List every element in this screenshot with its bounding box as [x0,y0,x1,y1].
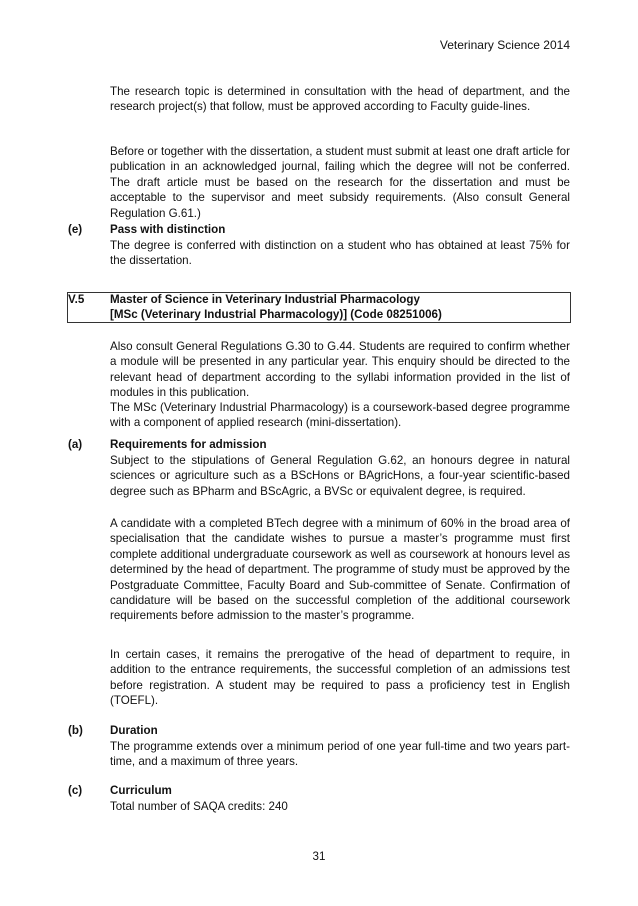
section-a-label: (a) [68,438,83,451]
section-c-label: (c) [68,784,83,797]
section-e-heading: Pass with distinction [110,223,226,236]
section-a-text-2: A candidate with a completed BTech degree with a minimum of 60% in the broad area of specialisation that the candidate wishes to pursue a master’s programme must first complete additional undergraduate coursework as well as coursework at honours level as determined by the head of department. The programme of study must be approved by the Postgraduate Committee, Faculty Board and Sub-committee of Senate. Confirmation of candidature will be based on the successful completion of the additional coursework requirements before admission to the master’s programme. [110,517,570,623]
section-b-heading: Duration [110,724,158,737]
section-e-label: (e) [68,223,83,236]
section-a-text-1: Subject to the stipulations of General Regulation G.62, an honours degree in natural sciences or agriculture such as a BScHons or BAgricHons, a four-year scientific-based degree such as BPharm and BScAgric, a BVSc or equivalent degree, is required. [110,454,570,498]
paragraph-research-topic: The research topic is determined in consultation with the head of department, and the research project(s) that follow, must be approved according to Faculty guide-lines. [110,85,570,114]
paragraph-coursework-based: The MSc (Veterinary Industrial Pharmacology) is a coursework-based degree programme with a component of applied research (mini-dissertation). [110,401,570,430]
section-b-text: The programme extends over a minimum period of one year full-time and two years part-time, and a maximum of three years. [110,740,570,769]
paragraph-dissertation-article: Before or together with the dissertation, a student must submit at least one draft article for publication in an acknowledged journal, failing which the degree will not be conferred. The draft article must be based on the research for the dissertation and must be acceptable to the supervisor and meet subsidy requirements. (Also consult General Regulation G.61.) [110,145,570,220]
section-c-text: Total number of SAQA credits: 240 [110,800,288,813]
section-a-heading: Requirements for admission [110,438,267,451]
section-c-heading: Curriculum [110,784,172,797]
section-v5-label: V.5 [68,293,85,306]
section-a-text-3: In certain cases, it remains the prerogative of the head of department to require, in addition to the entrance requirements, the successful completion of an admissions test before registration. A student may be required to pass a proficiency test in English (TOEFL). [110,648,570,708]
page-number: 31 [312,850,326,863]
running-header: Veterinary Science 2014 [439,38,570,52]
paragraph-general-regulations: Also consult General Regulations G.30 to G.44. Students are required to confirm whether a module will be presented in any particular year. This enquiry should be directed to the relevant head of department according to the syllabi information provided in the list of modules in this publication. [110,340,570,400]
programme-title-line2: [MSc (Veterinary Industrial Pharmacology)] (Code 08251006) [110,308,442,321]
section-e-text: The degree is conferred with distinction on a student who has obtained at least 75% for the dissertation. [110,239,570,268]
programme-title-line1: Master of Science in Veterinary Industrial Pharmacology [110,293,420,306]
section-b-label: (b) [68,724,83,737]
